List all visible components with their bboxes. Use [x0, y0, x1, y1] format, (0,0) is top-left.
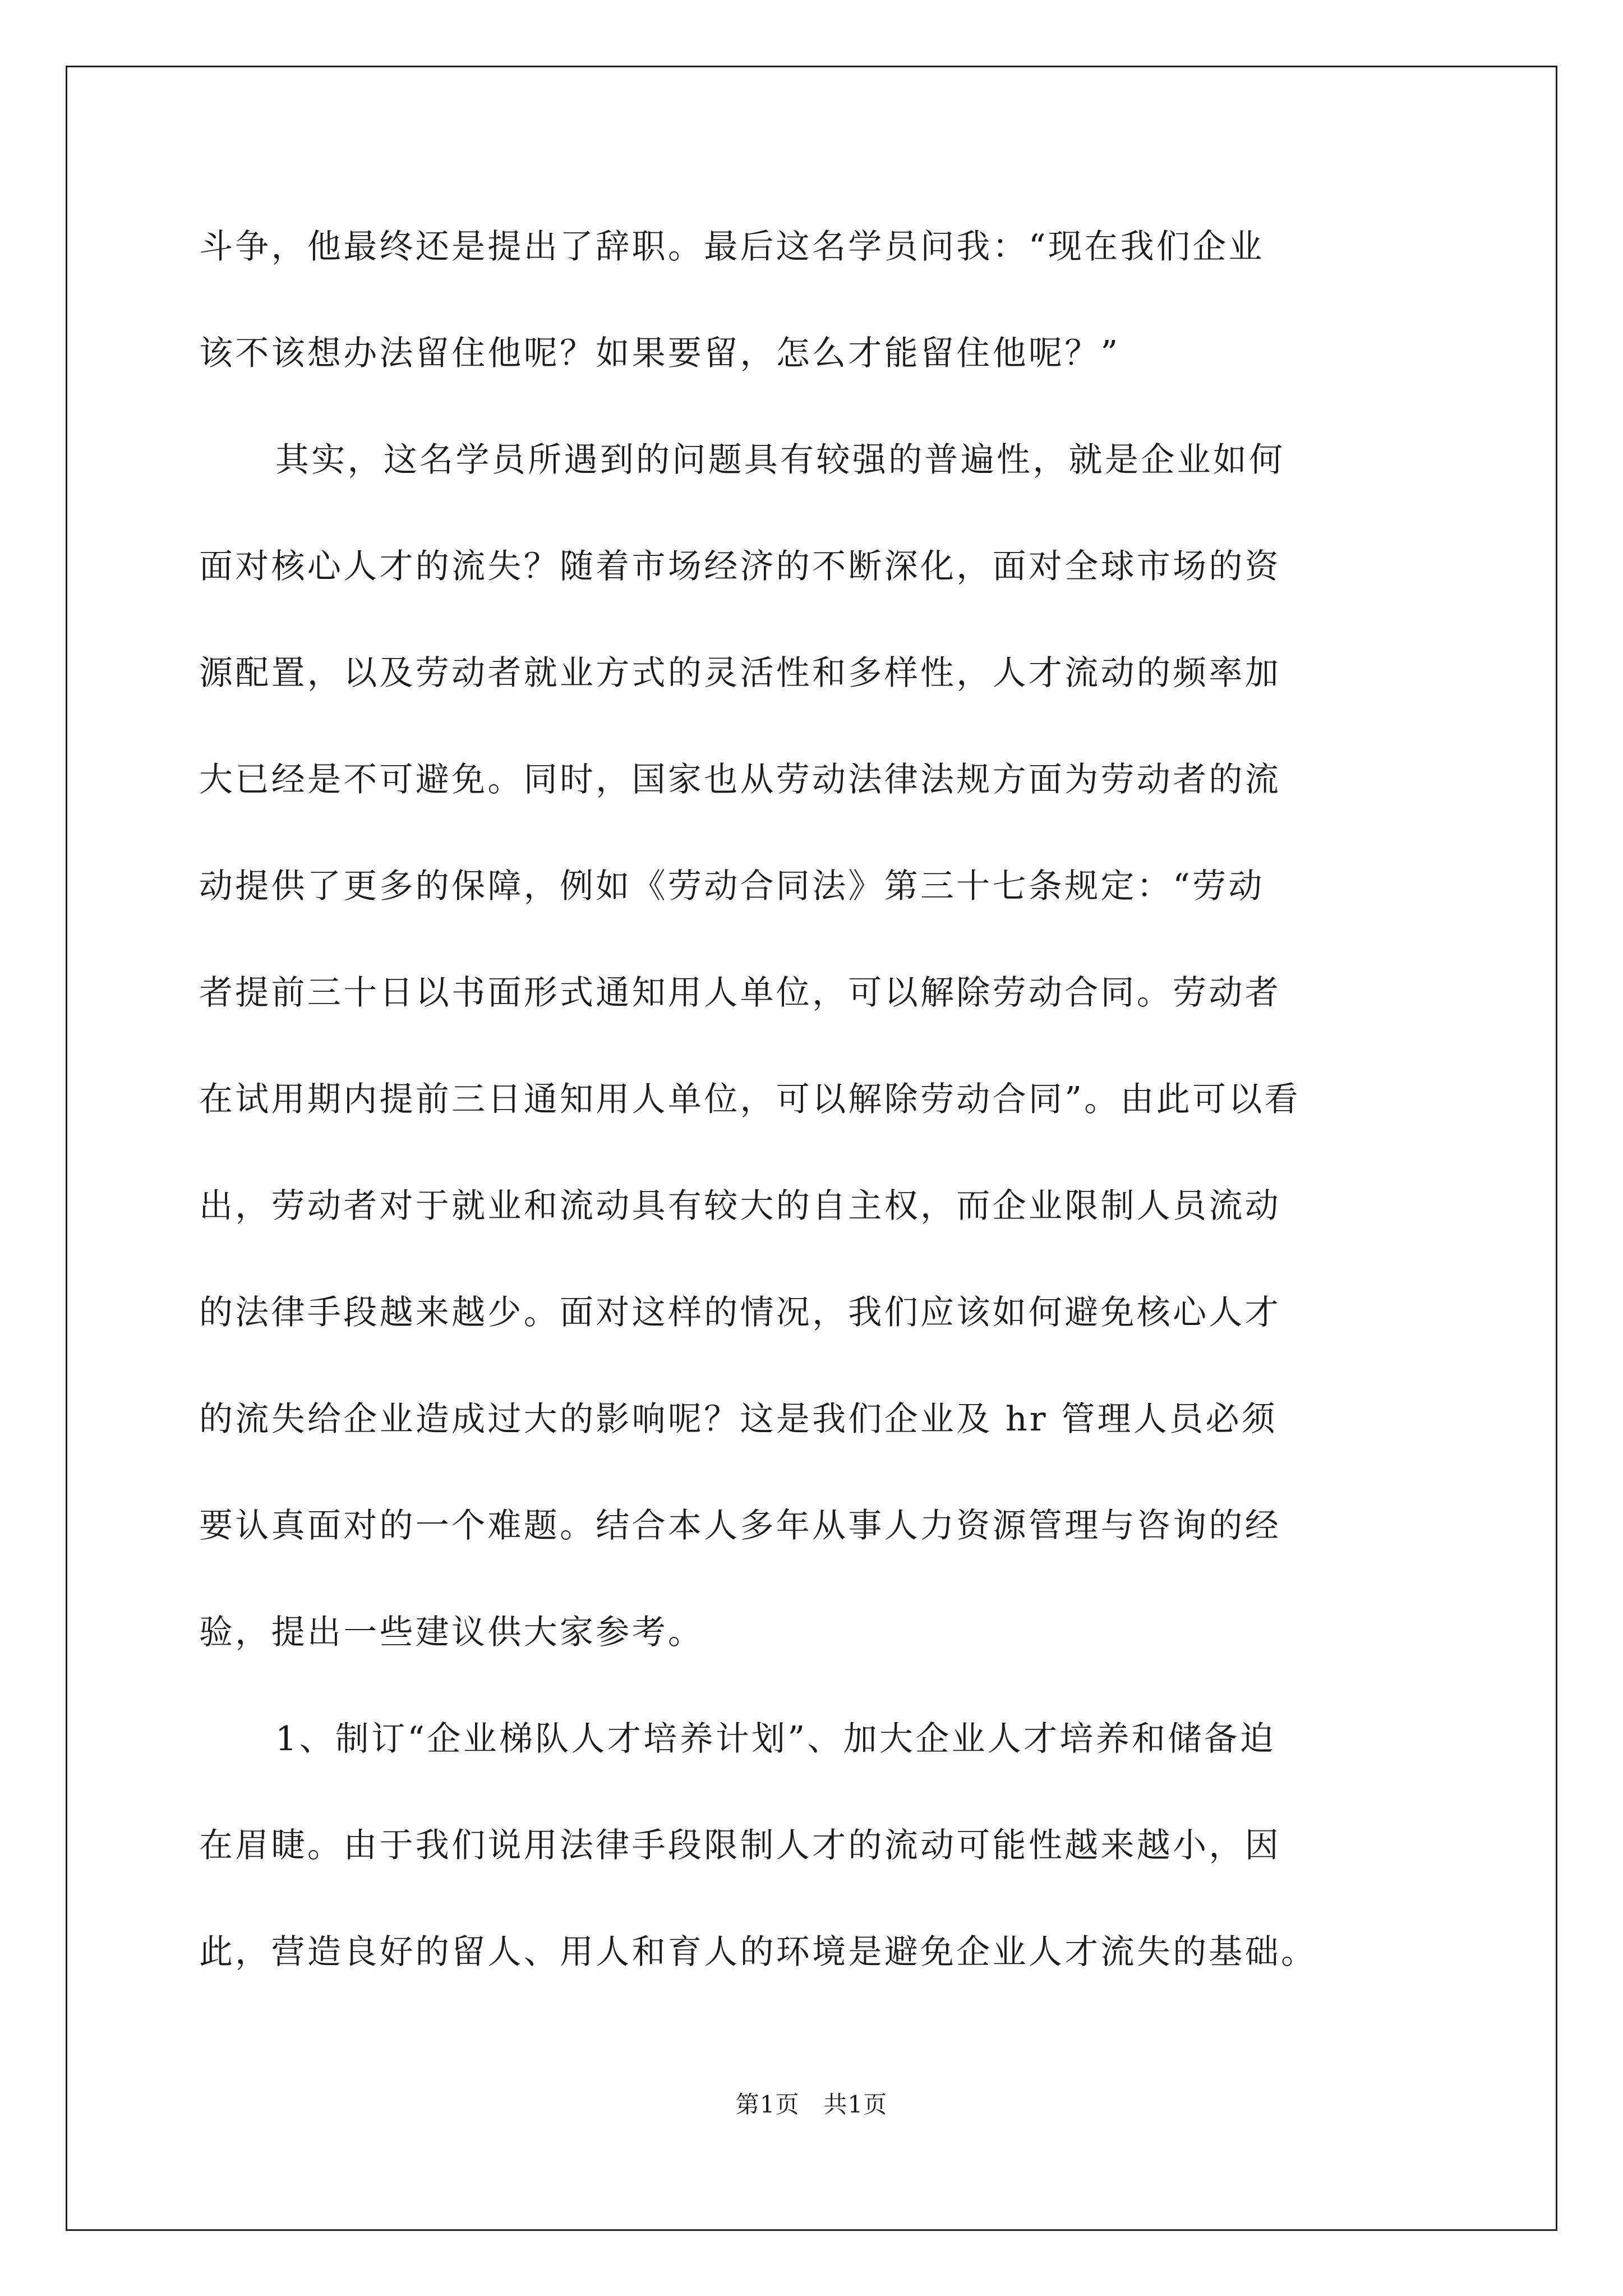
text-line: 大已经是不可避免。同时，国家也从劳动法律法规方面为劳动者的流 — [199, 760, 1281, 799]
text-line: 该不该想办法留住他呢？如果要留，怎么才能留住他呢？” — [199, 334, 1121, 373]
page-footer — [0, 2088, 1623, 2122]
text-line: 者提前三十日以书面形式通知用人单位，可以解除劳动合同。劳动者 — [199, 973, 1281, 1013]
text-line: 斗争，他最终还是提出了辞职。最后这名学员问我：“现在我们企业 — [199, 227, 1265, 266]
text-line: 验，提出一些建议供大家参考。 — [199, 1613, 704, 1652]
document-body — [199, 213, 1422, 2025]
text-line: 1、制订“企业梯队人才培养计划”、加大企业人才培养和储备迫 — [275, 1719, 1276, 1759]
text-line: 的流失给企业造成过大的影响呢？这是我们企业及 hr 管理人员必须 — [199, 1400, 1278, 1439]
text-line: 的法律手段越来越少。面对这样的情况，我们应该如何避免核心人才 — [199, 1293, 1281, 1332]
text-line: 动提供了更多的保障，例如《劳动合同法》第三十七条规定：“劳动 — [199, 867, 1265, 906]
text-line: 面对核心人才的流失？随着市场经济的不断深化，面对全球市场的资 — [199, 547, 1281, 586]
text-line: 其实，这名学员所遇到的问题具有较强的普遍性，就是企业如何 — [275, 440, 1285, 480]
text-line: 在试用期内提前三日通知用人单位，可以解除劳动合同”。由此可以看 — [199, 1080, 1301, 1119]
page-total: 共1页 — [823, 2091, 888, 2118]
text-line: 此，营造良好的留人、用人和育人的环境是避免企业人才流失的基础。 — [199, 1932, 1317, 1972]
text-line: 源配置，以及劳动者就业方式的灵活性和多样性，人才流动的频率加 — [199, 654, 1281, 693]
text-line: 出，劳动者对于就业和流动具有较大的自主权，而企业限制人员流动 — [199, 1186, 1281, 1226]
page-number: 第1页 — [735, 2091, 800, 2118]
text-line: 要认真面对的一个难题。结合本人多年从事人力资源管理与咨询的经 — [199, 1506, 1281, 1545]
text-line: 在眉睫。由于我们说用法律手段限制人才的流动可能性越来越小，因 — [199, 1826, 1281, 1865]
